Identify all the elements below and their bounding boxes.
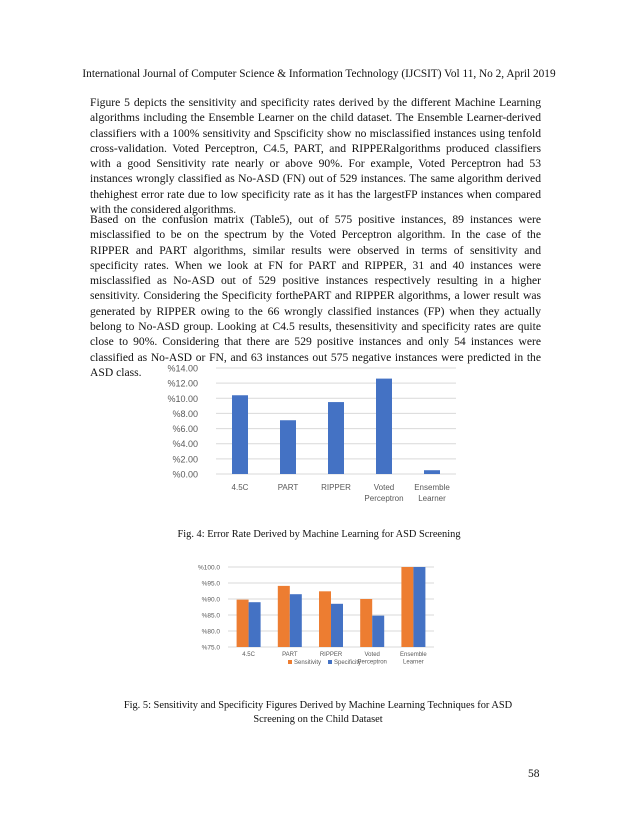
bar-specificity (331, 604, 343, 647)
figure-5-caption: Fig. 5: Sensitivity and Specificity Figures Derived by Machine Learning Techniques for ASD Screening on the Child Dataset (123, 700, 513, 725)
bar (232, 395, 248, 474)
y-tick-label: %75.0 (201, 644, 220, 652)
y-tick-label: %90.0 (201, 596, 220, 604)
bar (280, 420, 296, 474)
error-rate-chart-svg (158, 360, 478, 510)
y-tick-label: %10.00 (167, 393, 198, 404)
paragraph-1: Figure 5 depicts the sensitivity and specificity rates derived by the different Machine Learning algorithms including the Ensemble Learner on the child dataset. The Ensemble Learner-derived classifiers with a 100% sensitivity and Spscificity show no misclassified instances using tenfold cross-validation. Voted Perceptron, C4.5, PART, and RIPPERalgorithms produced classifiers with a good Sensitivity rate nearly or above 90%. For example, Voted Perceptron had 53 instances wrongly classified as No-ASD (FN) out of 529 instances. The same algorithm derived thehighest error rate due to low specificity rate as it has the largestFP instances when compared with the considered algorithms. (90, 96, 541, 217)
x-tick-label: RIPPER (319, 652, 343, 658)
x-tick-label: Voted (373, 483, 395, 492)
legend-label: Specificity (334, 660, 362, 666)
x-tick-label: RIPPER (321, 483, 351, 492)
bar-sensitivity (360, 599, 372, 647)
x-tick-label: Ensemble (400, 652, 427, 658)
y-tick-label: %0.00 (172, 469, 198, 480)
x-tick-label: Perceptron (364, 494, 404, 503)
y-tick-label: %8.00 (172, 408, 198, 419)
bar-sensitivity (319, 591, 331, 647)
figure-4-caption: Fig. 4: Error Rate Derived by Machine Learning for ASD Screening (177, 529, 461, 540)
x-tick-label: PART (277, 483, 299, 492)
sensitivity-specificity-chart-svg (188, 555, 450, 677)
bar-specificity (413, 567, 425, 647)
x-tick-label: Learner (403, 659, 424, 666)
y-tick-label: %12.00 (167, 378, 198, 389)
bar-specificity (249, 602, 261, 647)
y-tick-label: %85.0 (201, 612, 220, 620)
x-tick-label: 4.5C (231, 483, 249, 492)
error-rate-chart (158, 360, 478, 510)
page-number: 58 (528, 768, 540, 780)
y-tick-label: %4.00 (172, 439, 198, 450)
bar-specificity (372, 616, 384, 647)
x-tick-label: PART (282, 652, 298, 658)
legend-swatch (288, 660, 292, 664)
sensitivity-specificity-chart (188, 555, 450, 677)
x-tick-label: Ensemble (414, 483, 450, 492)
y-tick-label: %80.0 (201, 628, 220, 636)
x-tick-label: Learner (418, 494, 446, 503)
x-tick-label: Perceptron (357, 659, 387, 666)
x-tick-label: 4.5C (242, 652, 255, 658)
y-tick-label: %2.00 (172, 454, 198, 465)
bar-specificity (290, 594, 302, 647)
bar (376, 379, 392, 474)
bar-sensitivity (278, 586, 290, 647)
y-tick-label: %14.00 (167, 363, 198, 374)
y-tick-label: %6.00 (172, 424, 198, 435)
paragraph-2: Based on the confusion matrix (Table5), out of 575 positive instances, 89 instances were misclassified to be on the spectrum by the Voted Perceptron algorithm. In the case of the RIPPER and PART algorithms, similar results were observed in terms of sensitivity and specificity rates. When we look at FN for PART and RIPPER, 31 and 40 instances were misclassified as No-ASD out of 529 positive instances respectively resulting in a higher sensitivity. Considering the Specificity forthePART and RIPPER algorithms, a lower result was generated by RIPPER owing to the 66 wrongly classified instances (FP) when they actually belong to No-ASD group. Looking at C4.5 results, thesensitivity and specificity rates are quite close to 90%. Considering that there are 529 positive instances and only 54 instances were classified as No-ASD or FN, and 63 instances out 575 negative instances were predicted in the ASD class. (90, 213, 541, 379)
y-tick-label: %95.0 (201, 580, 220, 588)
journal-header: International Journal of Computer Science & Information Technology (IJCSIT) Vol 11, No 2, April 2019 (82, 68, 556, 80)
bar-sensitivity (401, 567, 413, 647)
legend-swatch (328, 660, 332, 664)
bar (424, 470, 440, 474)
bar (328, 402, 344, 474)
x-tick-label: Voted (364, 652, 380, 658)
bar-sensitivity (237, 600, 249, 647)
y-tick-label: %100.0 (197, 564, 220, 572)
legend-label: Sensitivity (294, 660, 322, 666)
